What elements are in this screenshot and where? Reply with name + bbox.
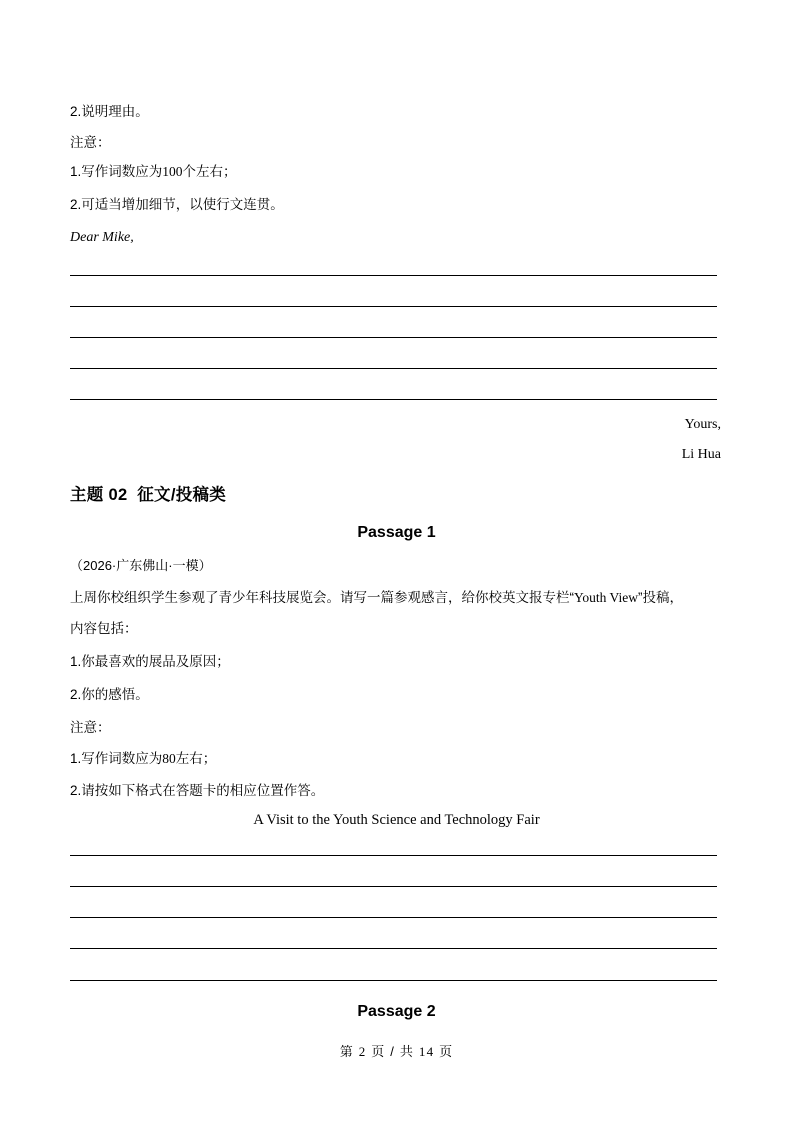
passage-1-source: （2026·广东佛山·一模） [70,558,212,573]
passage-1-quote-open: “ [569,590,574,605]
answer-line[interactable] [70,886,717,887]
task-one-salutation: Dear Mike, [70,230,134,245]
passage-1-prompt-pre: 上周你校组织学生参观了青少年科技展览会。请写一篇参观感言，给你校英文报专栏 [70,590,570,605]
footer-suffix: 页 [439,1044,454,1059]
section-heading-label: 主题 02 [70,486,128,504]
passage-1-content-1: 1.你最喜欢的展品及原因； [70,654,230,669]
task-one-note-1 [70,163,237,181]
task-one-notes-label: 注意： [70,135,111,150]
answer-line[interactable] [70,306,717,307]
passage-1-notes-label: 注意： [70,720,111,735]
footer-current-page: 2 [358,1044,367,1059]
passage-1-essay-title: A Visit to the Youth Science and Technology Fair [253,812,540,828]
section-heading [70,481,226,505]
task-one-signature: Li Hua [681,447,721,462]
passage-1-note-1-post: 左右； [175,751,217,766]
answer-line[interactable] [70,275,717,276]
footer-total-pages: 14 [418,1044,435,1059]
passage-1-prompt [70,589,683,607]
task-one-closing: Yours, [684,417,721,432]
footer-prefix: 第 [339,1044,354,1059]
answer-line[interactable] [70,399,717,400]
answer-line[interactable] [70,368,717,369]
passage-1-note-1-number: 80 [162,751,176,766]
passage-1-note-2: 2.请按如下格式在答题卡的相应位置作答。 [70,783,325,798]
passage-1-quote-close: ” [637,590,643,605]
answer-line[interactable] [70,948,717,949]
task-one-note-1-pre: 1.写作词数应为 [70,164,163,179]
passage-1-content-label: 内容包括： [70,621,138,636]
page-footer [0,1041,793,1060]
passage-1-heading: Passage 1 [357,524,436,541]
answer-line[interactable] [70,980,717,981]
passage-1-prompt-post: 投稿， [642,590,683,605]
task-one-note-1-number: 100 [162,164,183,179]
answer-line[interactable] [70,917,717,918]
answer-line[interactable] [70,855,717,856]
passage-1-content-2: 2.你的感悟。 [70,687,149,702]
task-one-note-2: 2.可适当增加细节，以使行文连贯。 [70,197,284,212]
passage-1-note-1-pre: 1.写作词数应为 [70,751,163,766]
passage-1-note-1 [70,750,216,768]
answer-line[interactable] [70,337,717,338]
passage-2-heading: Passage 2 [357,1003,436,1020]
task-one-requirement-2: 2.说明理由。 [70,104,149,119]
task-one-note-1-post: 个左右； [182,164,237,179]
footer-middle: 页 / 共 [371,1044,415,1059]
section-heading-title: 征文/投稿类 [137,486,227,504]
passage-1-column-name: Youth View [574,590,638,605]
